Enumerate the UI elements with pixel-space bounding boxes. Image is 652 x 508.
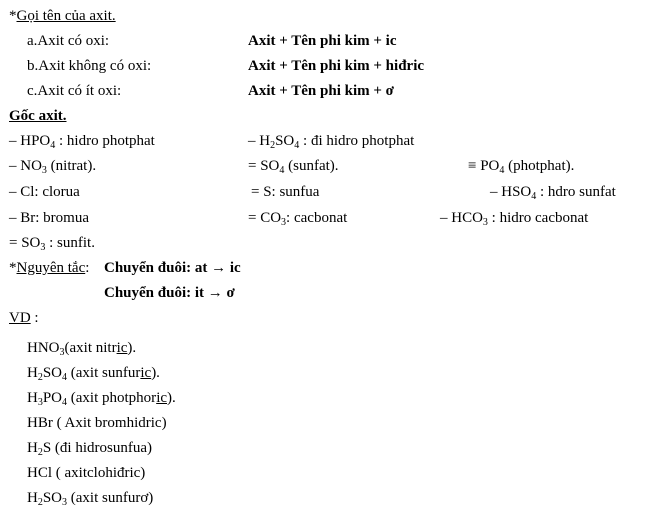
principle-rule: Chuyển đuôi: it → ơ <box>104 285 235 301</box>
acid-naming-rule: Axit + Tên phi kim + ơ <box>248 83 394 99</box>
acid-radical: – Br: bromua <box>9 210 89 226</box>
acid-radical: – $HPO_4$ : hidro photphat <box>9 133 155 151</box>
section1-heading: *Gọi tên của axit. <box>9 8 116 24</box>
examples-heading: VD : <box>9 310 39 326</box>
acid-radical: – $HSO_4$ : hdro sunfat <box>490 184 616 202</box>
example-item: $HNO_3(axit$ nitric). <box>27 340 137 358</box>
acid-radical: = $CO_3$: cacbonat <box>248 210 348 228</box>
example-item: $H_2SO_3$ (axit sunfurơ) <box>27 490 154 508</box>
acid-naming-rule: Axit + Tên phi kim + ic <box>248 33 397 49</box>
acid-naming-rule: Axit + Tên phi kim + hiđric <box>248 58 425 74</box>
acid-radical: = $SO_3$ : sunfit. <box>9 235 95 253</box>
example-item: HCl ( axitclohiđric) <box>27 465 146 481</box>
principle-label: *Nguyên tắc: <box>9 260 90 276</box>
acid-type-label: a.Axit có oxi: <box>27 33 110 49</box>
acid-radical: = $SO_4$ (sunfat). <box>248 158 339 176</box>
acid-type-label: b.Axit không có oxi: <box>27 58 152 74</box>
acid-radical: – $NO_3$ (nitrat). <box>9 158 97 176</box>
acid-radical: – $HCO_3$ : hidro cacbonat <box>440 210 589 228</box>
example-item: $H_2S$ (đi hidrosunfua) <box>27 440 152 458</box>
section2-heading: Gốc axit. <box>9 108 67 124</box>
example-item: $H_3PO_4$ (axit photphoric). <box>27 390 176 408</box>
example-item: HBr ( Axit bromhidric) <box>27 415 167 431</box>
acid-radical: ≡ $PO_4$ (photphat). <box>468 158 575 176</box>
acid-radical: – $H_2SO_4$ : đi hidro photphat <box>248 133 415 151</box>
acid-radical: – Cl: clorua <box>9 184 80 200</box>
acid-radical: = S: sunfua <box>251 184 320 200</box>
acid-type-label: c.Axit có ít oxi: <box>27 83 122 99</box>
example-item: $H_2SO_4$ (axit sunfuric). <box>27 365 160 383</box>
principle-rule: Chuyển đuôi: at → ic <box>104 260 241 276</box>
